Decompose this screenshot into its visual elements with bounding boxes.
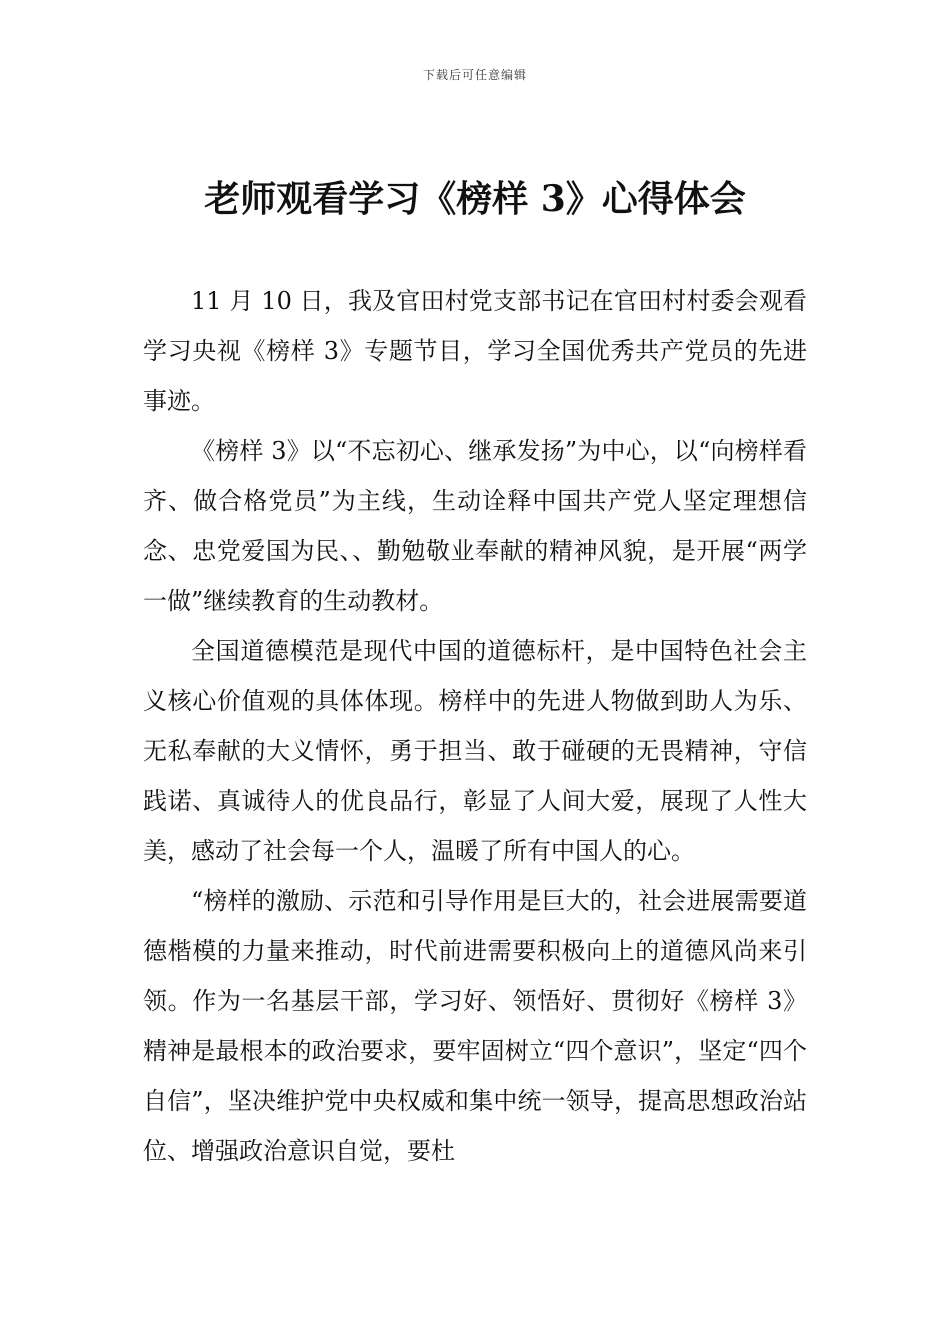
document-body	[143, 276, 807, 1176]
header-note: 下载后可任意编辑	[422, 68, 527, 82]
paragraph-2: 《榜样 3》以“不忘初心、继承发扬”为中心，以“向榜样看齐、做合格党员”为主线，生动诠释中国共产党人坚定理想信念、忠党爱国为民、、勤勉敬业奉献的精神风貌，是开展“两学一做”继续教育的生动教材。	[143, 437, 807, 615]
paragraph-4: “榜样的激励、示范和引导作用是巨大的，社会进展需要道德楷模的力量来推动，时代前进需要积极向上的道德风尚来引领。作为一名基层干部，学习好、领悟好、贯彻好《榜样 3》精神是最根本的政治要求，要牢固树立“四个意识”，坚定“四个自信”，坚决维护党中央权威和集中统一领导，提高思想政治站位、增强政治意识自觉，要杜	[143, 887, 807, 1165]
paragraph-1: 11 月 10 日，我及官田村党支部书记在官田村村委会观看学习央视《榜样 3》专题节目，学习全国优秀共产党员的先进事迹。	[143, 287, 807, 415]
paragraph-3: 全国道德模范是现代中国的道德标杆，是中国特色社会主义核心价值观的具体体现。榜样中的先进人物做到助人为乐、无私奉献的大义情怀，勇于担当、敢于碰硬的无畏精神，守信践诺、真诚待人的优良品行，彰显了人间大爱，展现了人性大美，感动了社会每一个人，温暖了所有中国人的心。	[143, 637, 807, 865]
document-title: 老师观看学习《榜样 3》心得体会	[204, 178, 746, 220]
